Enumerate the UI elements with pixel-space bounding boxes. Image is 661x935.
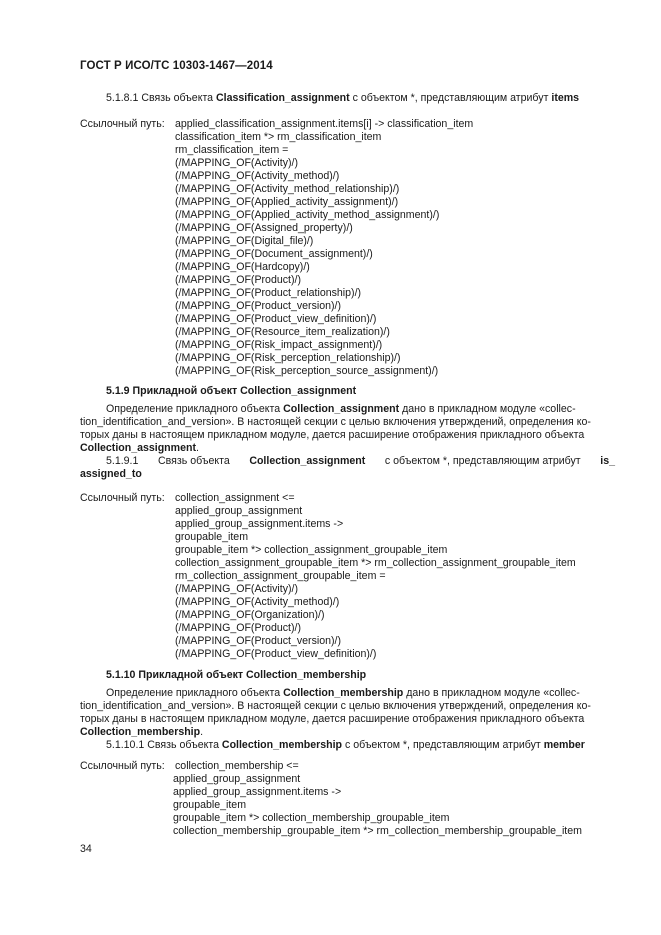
mapping-line: (/MAPPING_OF(Organization)/) [175,609,325,621]
mapping-line: groupable_item *> collection_membership_groupable_item [173,812,450,824]
mapping-line: collection_assignment_groupable_item *> rm_collection_assignment_groupable_item [175,557,576,569]
mapping-line: (/MAPPING_OF(Document_assignment)/) [175,248,373,260]
mapping-line: (/MAPPING_OF(Product_version)/) [175,635,342,647]
mapping-line: (/MAPPING_OF(Risk_perception_relationship)/) [175,352,401,364]
mapping-line: rm_collection_assignment_groupable_item = [175,570,386,582]
page-number: 34 [80,843,92,855]
attribute-name: items [551,92,580,104]
mapping-line: (/MAPPING_OF(Applied_activity_method_assignment)/) [175,209,440,221]
mapping-line: (/MAPPING_OF(Assigned_property)/) [175,222,353,234]
subsection-text: Связь объекта [141,92,214,104]
subsection-5-1-10-1: 5.1.10.1 Связь объекта Collection_membership с объектом *, представляющим атрибут member [106,739,585,751]
mapping-line: (/MAPPING_OF(Resource_item_realization)/) [175,326,390,338]
reference-path-first-line: collection_membership <= [175,760,299,772]
mapping-line: (/MAPPING_OF(Product_relationship)/) [175,287,362,299]
subsection-5-1-8-1 [106,92,579,105]
mapping-line: applied_group_assignment [175,505,303,517]
mapping-line: groupable_item [175,531,249,543]
reference-path-first-line: collection_assignment <= [175,492,295,504]
mapping-line: rm_classification_item = [175,144,289,156]
mapping-line: (/MAPPING_OF(Product_version)/) [175,300,342,312]
mapping-line: (/MAPPING_OF(Product)/) [175,274,301,286]
mapping-line: (/MAPPING_OF(Risk_perception_source_assignment)/) [175,365,439,377]
document-header: ГОСТ Р ИСО/ТС 10303-1467—2014 [80,60,273,72]
mapping-line: (/MAPPING_OF(Applied_activity_assignment)/) [175,196,399,208]
subsection-text: с объектом *, представляющим атрибут [352,92,549,104]
mapping-line: (/MAPPING_OF(Activity_method)/) [175,170,340,182]
section-5-1-10-title: 5.1.10 Прикладной объект Collection_membership [106,669,367,681]
mapping-line: (/MAPPING_OF(Product_view_definition)/) [175,313,377,325]
mapping-line: collection_membership_groupable_item *> rm_collection_membership_groupable_item [173,825,582,837]
reference-path-block-3 [173,773,582,838]
mapping-line: applied_group_assignment.items -> [173,786,342,798]
mapping-line: groupable_item [173,799,247,811]
mapping-line: groupable_item *> collection_assignment_groupable_item [175,544,448,556]
entity-name: Classification_assignment [216,92,350,104]
mapping-line: (/MAPPING_OF(Digital_file)/) [175,235,314,247]
reference-path-label: Ссылочный путь: [80,760,165,772]
reference-path-block-1 [175,118,473,378]
reference-path-label: Ссылочный путь: [80,118,165,130]
mapping-line: (/MAPPING_OF(Product)/) [175,622,301,634]
mapping-line: (/MAPPING_OF(Activity_method_relationship)/) [175,183,400,195]
mapping-line: (/MAPPING_OF(Activity)/) [175,157,299,169]
subsection-5-1-9-1: 5.1.9.1 Связь объекта Collection_assignment с объектом *, представляющим атрибут is_ [106,455,615,467]
mapping-line: applied_group_assignment.items -> [175,518,344,530]
mapping-line: (/MAPPING_OF(Risk_impact_assignment)/) [175,339,383,351]
reference-path-block-2 [175,505,576,661]
mapping-line: applied_group_assignment [173,773,301,785]
mapping-line: classification_item *> rm_classification_item [175,131,382,143]
mapping-line: (/MAPPING_OF(Product_view_definition)/) [175,648,377,660]
mapping-line: (/MAPPING_OF(Activity)/) [175,583,299,595]
section-5-1-9-title: 5.1.9 Прикладной объект Collection_assignment [106,385,357,397]
reference-path-label: Ссылочный путь: [80,492,165,504]
mapping-line: applied_classification_assignment.items[i] -> classification_item [175,118,474,130]
definition-paragraph-5-1-10: Определение прикладного объекта Collection_membership дано в прикладном модуле «collec- tion_identification_and_version». В настоящей секции с целью включения утверждений, определения ко- торых даны в настоящем прикладном модуле, дается расширение отображения прикладного объекта Collection_membership. [80,687,591,738]
definition-paragraph-5-1-9: Определение прикладного объекта Collection_assignment дано в прикладном модуле «collec- tion_identification_and_version». В настоящей секции с целью включения утверждений, определения ко- торых даны в настоящем прикладном модуле, дается расширение отображения прикладного объекта Collection_assignment. [80,403,591,454]
attribute-name-continued: assigned_to [80,468,142,480]
subsection-number: 5.1.8.1 [106,92,139,104]
mapping-line: (/MAPPING_OF(Hardcopy)/) [175,261,310,273]
mapping-line: (/MAPPING_OF(Activity_method)/) [175,596,340,608]
